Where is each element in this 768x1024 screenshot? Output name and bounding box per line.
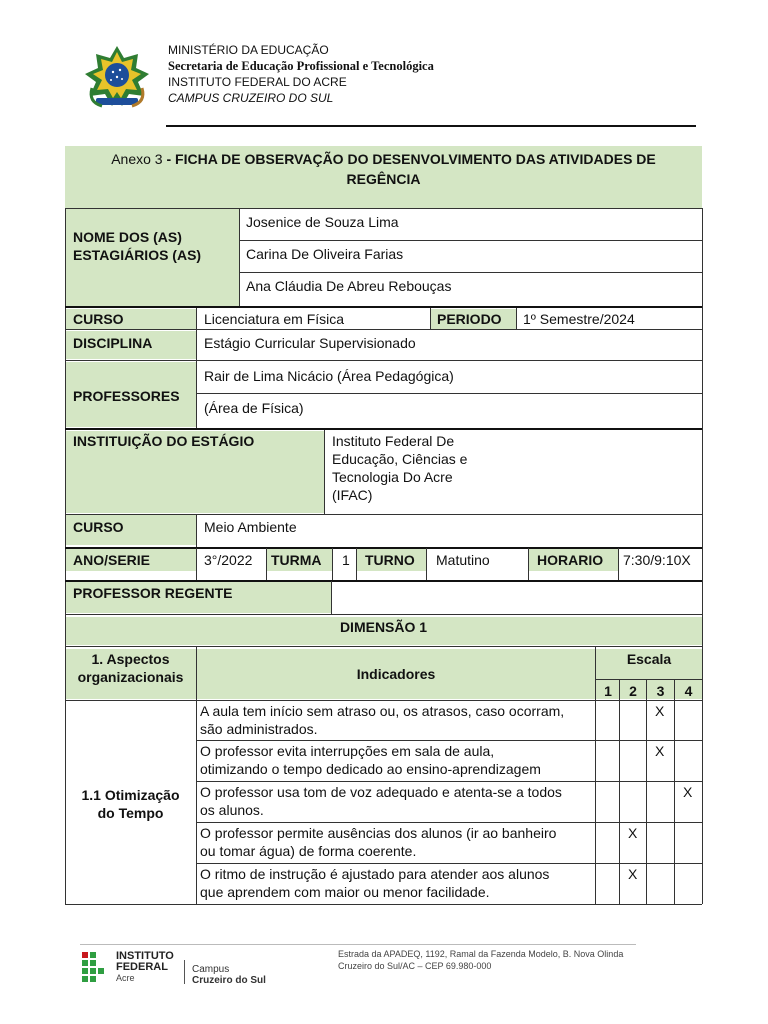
scale-3: 3 xyxy=(656,683,665,699)
indicator-text-line1: O professor permite ausências dos alunos (ir ao banheiro xyxy=(200,825,557,841)
grid-line xyxy=(426,548,427,580)
curso2-value: Meio Ambiente xyxy=(204,519,297,535)
aspectos-label-2: organizacionais xyxy=(77,669,184,685)
estagiario-name-3: Ana Cláudia De Abreu Rebouças xyxy=(246,278,452,294)
grid-line xyxy=(65,329,702,330)
grid-line xyxy=(65,428,702,430)
footer-state: Acre xyxy=(116,973,135,983)
grupo-label-2: do Tempo xyxy=(97,805,164,821)
turno-label: TURNO xyxy=(365,552,415,568)
indicator-text-line1: O professor usa tom de voz adequado e atenta-se a todos xyxy=(200,784,562,800)
grid-line xyxy=(196,740,702,741)
grid-line xyxy=(196,360,197,428)
grid-line xyxy=(65,208,66,904)
grid-line xyxy=(65,700,702,701)
turma-label: TURMA xyxy=(271,552,322,568)
grid-line xyxy=(65,614,702,615)
disciplina-value: Estágio Curricular Supervisionado xyxy=(204,335,416,351)
professor-1: Rair de Lima Nicácio (Área Pedagógica) xyxy=(204,368,454,384)
indicator-text-line2: ou tomar água) de forma coerente. xyxy=(200,843,417,859)
anoserie-value: 3°/2022 xyxy=(204,552,253,568)
grid-line xyxy=(65,514,702,515)
grid-line xyxy=(65,208,702,209)
instituicao-line-2: Educação, Ciências e xyxy=(332,451,468,467)
grid-line xyxy=(595,679,702,680)
scale-2: 2 xyxy=(629,683,637,699)
footer-campus-line1: Campus xyxy=(192,964,230,975)
professores-label: PROFESSORES xyxy=(73,388,180,404)
grid-line xyxy=(196,646,197,904)
grid-line xyxy=(430,308,431,329)
grid-line xyxy=(331,581,332,614)
grid-line xyxy=(196,393,702,394)
indicator-text-line2: que aprendem com maior ou menor facilidade. xyxy=(200,884,490,900)
grid-line xyxy=(196,548,197,580)
grid-line xyxy=(196,514,197,547)
footer-campus-line2: Cruzeiro do Sul xyxy=(192,975,266,986)
grid-line xyxy=(65,646,702,647)
curso2-label: CURSO xyxy=(73,519,124,535)
grupo-label-1: 1.1 Otimização xyxy=(81,787,180,803)
curso-label: CURSO xyxy=(73,311,124,327)
title-line2: REGÊNCIA xyxy=(346,171,421,187)
ministry-name: MINISTÉRIO DA EDUCAÇÃO xyxy=(168,43,329,57)
estagiarios-label-2: ESTAGIÁRIOS (AS) xyxy=(73,247,202,263)
grid-line xyxy=(196,822,702,823)
secretariat-name: Secretaria de Educação Profissional e Tecnológica xyxy=(168,59,434,73)
footer-divider xyxy=(80,944,636,945)
grid-line xyxy=(239,240,702,241)
instituto-federal-logo-icon xyxy=(82,952,108,982)
footer-address xyxy=(338,948,623,972)
instituicao-label: INSTITUIÇÃO DO ESTÁGIO xyxy=(73,433,255,449)
grid-line xyxy=(332,548,333,580)
campus-name: CAMPUS CRUZEIRO DO SUL xyxy=(168,91,334,105)
grid-line xyxy=(65,306,702,308)
estagiarios-label-1: NOME DOS (AS) xyxy=(73,229,182,245)
periodo-value: 1º Semestre/2024 xyxy=(523,311,635,327)
grid-line xyxy=(618,548,619,580)
indicadores-header: Indicadores xyxy=(356,666,436,682)
grid-line xyxy=(196,781,702,782)
scale-mark: X xyxy=(655,703,665,719)
turma-value: 1 xyxy=(342,552,350,568)
regente-label: PROFESSOR REGENTE xyxy=(73,585,233,601)
indicator-text-line1: O ritmo de instrução é ajustado para atender aos alunos xyxy=(200,866,550,882)
professor-2: (Área de Física) xyxy=(204,400,304,416)
horario-label: HORARIO xyxy=(537,552,604,568)
grid-line xyxy=(324,430,325,514)
grid-line xyxy=(528,548,529,580)
scale-mark: X xyxy=(683,784,693,800)
escala-header: Escala xyxy=(626,651,672,667)
anoserie-label: ANO/SERIE xyxy=(73,552,151,568)
grid-line xyxy=(239,208,240,306)
indicator-text-line2: os alunos. xyxy=(200,802,264,818)
turno-value: Matutino xyxy=(436,552,490,568)
grid-line xyxy=(674,679,675,904)
footer-if-line1: INSTITUTO xyxy=(116,950,174,962)
grid-line xyxy=(196,863,702,864)
annex-label: Anexo 3 xyxy=(111,151,167,167)
grid-line xyxy=(266,548,267,580)
footer-campus xyxy=(192,964,266,986)
grid-line xyxy=(516,308,517,329)
instituicao-line-3: Tecnologia Do Acre xyxy=(332,469,453,485)
footer-address-line2: Cruzeiro do Sul/AC – CEP 69.980-000 xyxy=(338,961,492,971)
footer-if-line2: FEDERAL xyxy=(116,961,168,973)
indicator-text-line2: são administrados. xyxy=(200,721,318,737)
indicator-text-line1: A aula tem início sem atraso ou, os atrasos, caso ocorram, xyxy=(200,703,565,719)
estagiario-name-2: Carina De Oliveira Farias xyxy=(246,246,404,262)
estagiario-name-1: Josenice de Souza Lima xyxy=(246,214,399,230)
indicator-text-line2: otimizando o tempo dedicado ao ensino-aprendizagem xyxy=(200,761,541,777)
grid-line xyxy=(646,679,647,904)
title-main: - FICHA DE OBSERVAÇÃO DO DESENVOLVIMENTO DAS ATIVIDADES DE xyxy=(166,151,656,167)
scale-4: 4 xyxy=(684,683,693,699)
grid-line xyxy=(702,208,703,904)
header-divider xyxy=(166,125,696,127)
dimensao-label: DIMENSÃO 1 xyxy=(339,619,428,635)
horario-value: 7:30/9:10X xyxy=(623,552,691,568)
disciplina-label: DISCIPLINA xyxy=(73,335,153,351)
curso-value: Licenciatura em Física xyxy=(204,311,345,327)
scale-mark: X xyxy=(628,825,638,841)
scale-mark: X xyxy=(655,743,665,759)
aspectos-label-1: 1. Aspectos xyxy=(91,651,170,667)
scale-mark: X xyxy=(628,866,638,882)
document-title xyxy=(65,150,702,168)
grid-line xyxy=(65,580,702,582)
brazil-coat-of-arms-icon xyxy=(82,44,152,112)
instituicao-line-1: Instituto Federal De xyxy=(332,433,455,449)
grid-line xyxy=(356,548,357,580)
indicator-text-line1: O professor evita interrupções em sala de aula, xyxy=(200,743,495,759)
document-header xyxy=(0,0,768,130)
footer-address-line1: Estrada da APADEQ, 1192, Ramal da Fazenda Modelo, B. Nova Olinda xyxy=(338,949,624,959)
grid-line xyxy=(65,547,702,549)
grid-line xyxy=(239,272,702,273)
scale-1: 1 xyxy=(604,683,612,699)
grid-line xyxy=(65,904,702,905)
footer-separator xyxy=(184,960,185,984)
instituicao-line-4: (IFAC) xyxy=(332,487,373,503)
institute-name: INSTITUTO FEDERAL DO ACRE xyxy=(168,75,347,89)
periodo-label: PERIODO xyxy=(437,311,502,327)
footer-institute-name xyxy=(116,951,174,973)
grid-line xyxy=(595,646,596,904)
grid-line xyxy=(65,360,702,361)
grid-line xyxy=(619,679,620,904)
